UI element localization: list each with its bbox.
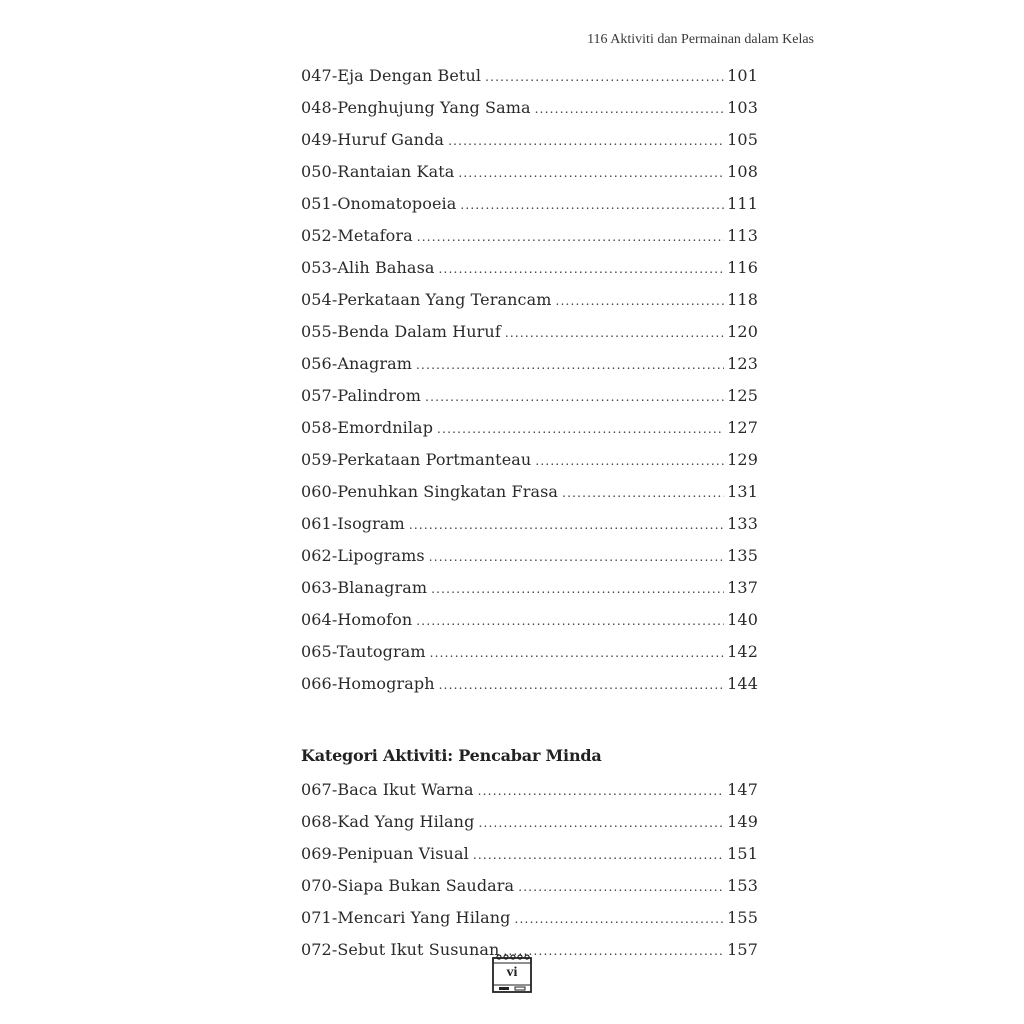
toc-entry-page: 105 <box>727 130 758 149</box>
dot-leader <box>485 61 724 93</box>
dot-leader <box>562 477 724 509</box>
toc-entry <box>301 124 758 156</box>
toc-entry-page: 147 <box>727 780 758 799</box>
toc-entry-page: 113 <box>727 226 758 245</box>
toc-entry-page: 103 <box>727 98 758 117</box>
dot-leader <box>437 413 724 445</box>
toc-entry-page: 149 <box>727 812 758 831</box>
toc-entry-page: 155 <box>727 908 758 927</box>
toc-entry-page: 127 <box>727 418 758 437</box>
toc-entry <box>301 774 758 806</box>
toc-entry <box>301 60 758 92</box>
toc-entry <box>301 572 758 604</box>
toc-entry-title: 048-Penghujung Yang Sama <box>301 92 535 124</box>
toc-entry <box>301 92 758 124</box>
dot-leader <box>518 871 724 903</box>
toc-entry-page: 157 <box>727 940 758 959</box>
toc-entry-title: 061-Isogram <box>301 508 409 540</box>
section-spacer <box>301 700 758 738</box>
page-number: vi <box>506 965 518 980</box>
toc-entry-title: 059-Perkataan Portmanteau <box>301 444 535 476</box>
dot-leader <box>535 93 725 125</box>
running-header: 116 Aktiviti dan Permainan dalam Kelas <box>587 32 814 47</box>
dot-leader <box>515 903 725 935</box>
toc-entry-title: 057-Palindrom <box>301 380 425 412</box>
toc-entry <box>301 380 758 412</box>
toc-entry-title: 053-Alih Bahasa <box>301 252 439 284</box>
toc-entry-title: 067-Baca Ikut Warna <box>301 774 478 806</box>
category-heading: Kategori Aktiviti: Pencabar Minda <box>301 746 602 765</box>
dot-leader <box>503 935 724 967</box>
toc-list-section-1 <box>301 60 758 700</box>
dot-leader <box>416 349 724 381</box>
toc-entry <box>301 636 758 668</box>
dot-leader <box>478 807 724 839</box>
toc-entry-page: 125 <box>727 386 758 405</box>
toc-entry-page: 101 <box>727 66 758 85</box>
toc-entry-page: 140 <box>727 610 758 629</box>
toc-entry <box>301 806 758 838</box>
toc-entry-title: 062-Lipograms <box>301 540 429 572</box>
toc-entry-page: 123 <box>727 354 758 373</box>
toc-entry-page: 108 <box>727 162 758 181</box>
toc-entry <box>301 476 758 508</box>
table-of-contents <box>301 60 758 966</box>
toc-entry-title: 070-Siapa Bukan Saudara <box>301 870 518 902</box>
toc-entry-title: 050-Rantaian Kata <box>301 156 458 188</box>
toc-entry-page: 151 <box>727 844 758 863</box>
toc-entry-title: 051-Onomatopoeia <box>301 188 460 220</box>
dot-leader <box>430 637 725 669</box>
toc-entry-page: 133 <box>727 514 758 533</box>
toc-entry-title: 065-Tautogram <box>301 636 430 668</box>
toc-entry <box>301 444 758 476</box>
dot-leader <box>439 253 725 285</box>
dot-leader <box>458 157 724 189</box>
toc-entry-title: 058-Emordnilap <box>301 412 437 444</box>
toc-entry-page: 153 <box>727 876 758 895</box>
dot-leader <box>416 605 724 637</box>
toc-entry-title: 069-Penipuan Visual <box>301 838 473 870</box>
dot-leader <box>505 317 724 349</box>
dot-leader <box>429 541 724 573</box>
toc-entry <box>301 348 758 380</box>
toc-entry <box>301 902 758 934</box>
toc-entry-title: 047-Eja Dengan Betul <box>301 60 485 92</box>
toc-entry-title: 068-Kad Yang Hilang <box>301 806 478 838</box>
toc-entry <box>301 870 758 902</box>
toc-entry-page: 129 <box>727 450 758 469</box>
toc-entry <box>301 508 758 540</box>
toc-entry-page: 137 <box>727 578 758 597</box>
toc-entry-page: 144 <box>727 674 758 693</box>
toc-entry-title: 060-Penuhkan Singkatan Frasa <box>301 476 562 508</box>
dot-leader <box>439 669 725 701</box>
toc-entry-page: 142 <box>727 642 758 661</box>
dot-leader <box>556 285 725 317</box>
page-number-badge <box>489 952 535 998</box>
toc-entry-title: 066-Homograph <box>301 668 439 700</box>
dot-leader <box>448 125 724 157</box>
toc-entry-title: 052-Metafora <box>301 220 417 252</box>
toc-entry <box>301 156 758 188</box>
toc-entry-page: 120 <box>727 322 758 341</box>
dot-leader <box>460 189 724 221</box>
dot-leader <box>431 573 724 605</box>
toc-entry-page: 116 <box>727 258 758 277</box>
toc-entry-page: 111 <box>727 194 758 213</box>
dot-leader <box>425 381 724 413</box>
toc-list-section-2 <box>301 774 758 966</box>
toc-entry-title: 054-Perkataan Yang Terancam <box>301 284 556 316</box>
dot-leader <box>478 775 725 807</box>
dot-leader <box>409 509 724 541</box>
toc-entry <box>301 220 758 252</box>
toc-entry-title: 071-Mencari Yang Hilang <box>301 902 515 934</box>
toc-entry <box>301 188 758 220</box>
toc-entry <box>301 412 758 444</box>
toc-entry-title: 049-Huruf Ganda <box>301 124 448 156</box>
toc-entry <box>301 316 758 348</box>
dot-leader <box>417 221 724 253</box>
toc-entry-title: 063-Blanagram <box>301 572 431 604</box>
toc-entry <box>301 838 758 870</box>
toc-entry-page: 131 <box>727 482 758 501</box>
toc-entry <box>301 668 758 700</box>
toc-entry-title: 056-Anagram <box>301 348 416 380</box>
toc-entry <box>301 540 758 572</box>
toc-entry <box>301 604 758 636</box>
dot-leader <box>473 839 724 871</box>
toc-entry-title: 072-Sebut Ikut Susunan <box>301 934 503 966</box>
toc-entry-page: 118 <box>727 290 758 309</box>
toc-entry <box>301 284 758 316</box>
toc-entry <box>301 252 758 284</box>
toc-entry-title: 055-Benda Dalam Huruf <box>301 316 505 348</box>
toc-entry-page: 135 <box>727 546 758 565</box>
toc-entry-title: 064-Homofon <box>301 604 416 636</box>
dot-leader <box>535 445 724 477</box>
